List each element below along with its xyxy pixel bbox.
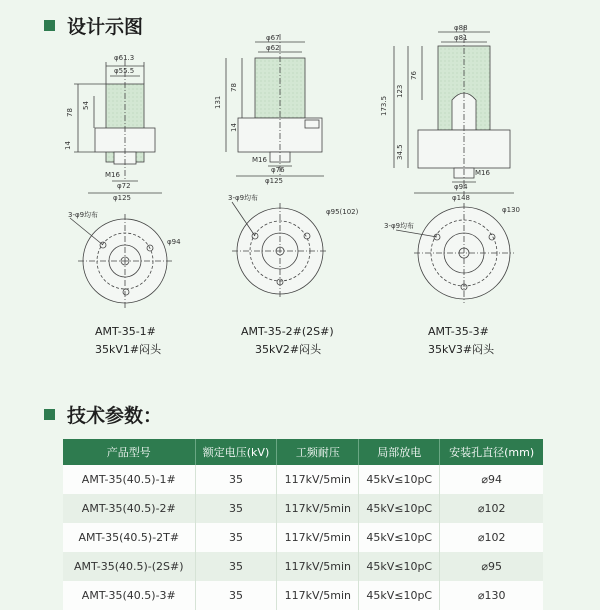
table-cell: 117kV/5min (277, 465, 359, 494)
table-cell: 117kV/5min (277, 581, 359, 610)
drawing-model: AMT-35-1# (95, 325, 156, 338)
dim-text: φ81 (454, 34, 468, 42)
table-row (63, 465, 543, 494)
dim-text: φ130 (502, 206, 520, 214)
dim-text: φ67 (266, 34, 280, 42)
table-row (63, 552, 543, 581)
drawing-3-side-view (394, 26, 514, 196)
table-cell: 45kV≤10pC (359, 581, 440, 610)
column-header: 产品型号 (63, 439, 195, 465)
square-bullet-icon (44, 409, 55, 420)
dim-text: M16 (252, 156, 267, 164)
table-cell: 45kV≤10pC (359, 523, 440, 552)
dim-text: φ94 (167, 238, 181, 246)
dim-text: φ148 (452, 194, 470, 202)
dim-text: φ55.5 (114, 67, 135, 75)
table-cell: ⌀102 (440, 494, 543, 523)
dim-text: 3-φ9均布 (68, 211, 99, 219)
dim-text: 14 (64, 141, 72, 150)
dim-text: 54 (82, 101, 90, 110)
dim-text: 14 (230, 123, 238, 132)
table-cell: 45kV≤10pC (359, 465, 440, 494)
drawing-name: 35kV2#闷头 (255, 343, 322, 356)
dim-text: φ95(102) (326, 208, 359, 216)
drawing-1-top-view (70, 214, 172, 308)
dim-text: φ62 (266, 44, 280, 52)
table-cell: ⌀94 (440, 465, 543, 494)
dim-text: M16 (475, 169, 490, 177)
dim-text: 131 (214, 95, 222, 109)
dim-text: 173.5 (380, 95, 388, 116)
table-cell: AMT-35(40.5)-2T# (63, 523, 195, 552)
table-row (63, 523, 543, 552)
table-cell: AMT-35(40.5)-3# (63, 581, 195, 610)
dim-text: φ72 (117, 182, 131, 190)
dim-text: 34.5 (396, 144, 404, 160)
table-cell: 45kV≤10pC (359, 494, 440, 523)
dim-text: 76 (410, 71, 418, 80)
section-title-text: 设计示图 (67, 16, 144, 38)
drawing-2-top-view (232, 202, 328, 299)
dim-text: φ94 (454, 183, 468, 191)
drawing-model: AMT-35-2#(2S#) (241, 325, 334, 338)
table-cell: 117kV/5min (277, 552, 359, 581)
table-row (63, 494, 543, 523)
dim-text: φ88 (454, 24, 468, 32)
section-title-text: 技术参数： (67, 405, 163, 427)
dim-text: 3-φ9均布 (384, 222, 415, 230)
table-cell: 35 (195, 552, 277, 581)
table-cell: 35 (195, 581, 277, 610)
drawing-2-caption (241, 323, 334, 359)
table-cell: AMT-35(40.5)-(2S#) (63, 552, 195, 581)
dim-text: φ61.3 (114, 54, 135, 62)
drawing-3-top-view (396, 203, 514, 303)
table-cell: ⌀102 (440, 523, 543, 552)
dim-text: φ125 (113, 194, 131, 202)
dim-text: φ125 (265, 177, 283, 185)
drawing-name: 35kV3#闷头 (428, 343, 495, 356)
dim-text: 3-φ9均布 (228, 194, 259, 202)
dim-text: M16 (105, 171, 120, 179)
drawing-1-caption (95, 323, 161, 359)
table-cell: 45kV≤10pC (359, 552, 440, 581)
table-header-row (63, 439, 543, 465)
drawing-2-side-view (226, 34, 324, 176)
table-cell: ⌀95 (440, 552, 543, 581)
column-header: 工频耐压 (277, 439, 359, 465)
spec-table (63, 439, 543, 610)
table-cell: AMT-35(40.5)-2# (63, 494, 195, 523)
column-header: 安装孔直径(mm) (440, 439, 543, 465)
dim-text: φ76 (271, 166, 285, 174)
table-cell: 35 (195, 494, 277, 523)
drawing-model: AMT-35-3# (428, 325, 489, 338)
table-cell: 35 (195, 465, 277, 494)
table-row (63, 581, 543, 610)
drawing-name: 35kV1#闷头 (95, 343, 162, 356)
column-header: 额定电压(kV) (195, 439, 277, 465)
table-cell: 117kV/5min (277, 494, 359, 523)
dim-text: 78 (66, 108, 74, 117)
table-cell: 117kV/5min (277, 523, 359, 552)
table-cell: AMT-35(40.5)-1# (63, 465, 195, 494)
table-cell: 35 (195, 523, 277, 552)
drawing-3-caption (428, 323, 494, 359)
section-title-specs (44, 401, 162, 428)
column-header: 局部放电 (359, 439, 440, 465)
dim-text: 123 (396, 84, 404, 98)
dim-text: 78 (230, 83, 238, 92)
table-cell: ⌀130 (440, 581, 543, 610)
